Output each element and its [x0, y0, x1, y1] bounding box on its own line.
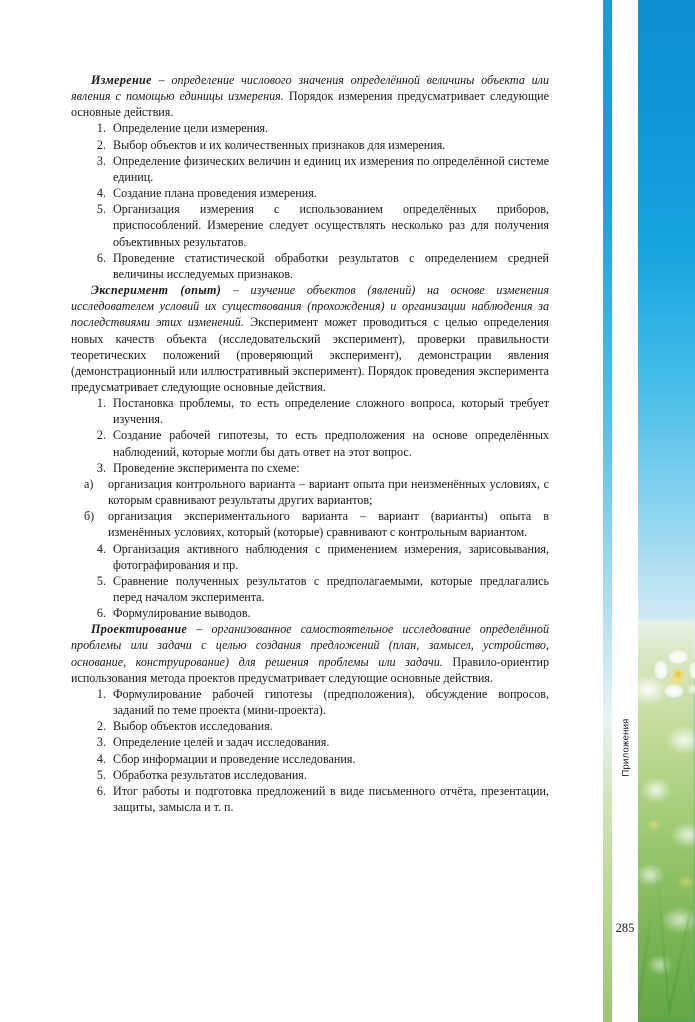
- section-title-vertical: Приложения: [620, 718, 632, 777]
- list-item: [88, 185, 549, 201]
- dash-design: –: [187, 622, 212, 637]
- list-item-number: 4.: [96, 186, 106, 201]
- list-item-text: Выбор объектов и их количественных признаков для измерения.: [113, 137, 446, 152]
- list-item-number: 5.: [96, 573, 106, 588]
- list-item: [88, 573, 549, 605]
- list-item: [88, 751, 549, 767]
- definition-measurement: определение числового значения определённой величины объекта или явления с помощью единицы измерения.: [71, 73, 550, 104]
- list-item: [88, 137, 549, 153]
- list-item-number: 3.: [96, 460, 106, 475]
- tail-measurement: Порядок измерения предусматривает следующие основные действия.: [71, 89, 549, 120]
- list-item-text: Формулирование рабочей гипотезы (предположения), обсуждение вопросов, заданий по теме проекта (мини-проекта).: [113, 686, 549, 718]
- list-item: [84, 476, 549, 508]
- side-photo-meadow: [636, 0, 695, 1022]
- list-item: [88, 250, 549, 282]
- list-item-number: 3.: [96, 153, 106, 168]
- list-item-text: Проведение эксперимента по схеме:: [113, 460, 300, 475]
- steps-list-experiment-a: [71, 395, 549, 476]
- list-item-number: 4.: [96, 751, 106, 766]
- list-item-text: Проведение статистической обработки результатов с определением средней величины исследуемых признаков.: [113, 250, 549, 281]
- accent-rule-top: [603, 0, 612, 430]
- list-item: [88, 120, 549, 136]
- list-item-number: 1.: [96, 121, 106, 136]
- list-item-text: Выбор объектов исследования.: [113, 719, 273, 734]
- list-item-number: 5.: [96, 202, 106, 217]
- list-item-text: организация экспериментального варианта – вариант (варианты) опыта в изменённых условиях, который (которые) сравнивают с контрольным вариантом.: [108, 509, 549, 540]
- term-measurement: Измерение: [91, 73, 152, 87]
- list-item-number: 2.: [96, 428, 106, 443]
- list-item-text: Определение цели измерения.: [113, 121, 269, 136]
- page-number: 285: [615, 921, 635, 935]
- term-experiment: Эксперимент (опыт): [91, 283, 222, 298]
- tail-experiment: Эксперимент может проводиться с целью определения новых качеств объекта (исследовательский эксперимент), проверки правильности теоретических положений (проверяющий эксперимент), демонстрации явления (демонстрационный или иллюстративный эксперимент). Порядок проведения эксперимента предусматривает следующие основные действия.: [71, 315, 549, 394]
- list-item: [88, 541, 549, 573]
- list-item-text: Организация измерения с использованием определённых приборов, приспособлений. Измерение следует осуществлять несколько раз для получения объективных результатов.: [113, 202, 549, 249]
- list-item: [88, 395, 549, 427]
- definition-experiment: изучение объектов (явлений) на основе изменения исследователем условий их существования (прохождения) и организации наблюдения за последствиями этих изменений.: [71, 283, 550, 330]
- steps-list-measurement: [71, 120, 549, 282]
- list-item-number: 2.: [96, 719, 106, 734]
- list-item: [88, 686, 549, 718]
- list-item-text: Определение физических величин и единиц их измерения по определённой системе единиц.: [113, 153, 549, 184]
- accent-rule-bottom: [603, 720, 612, 1022]
- list-item-number: 4.: [96, 541, 106, 556]
- accent-rule: [603, 0, 612, 1022]
- dash-experiment: –: [221, 283, 251, 298]
- dash-measurement: –: [151, 73, 172, 87]
- definition-paragraph-design: [71, 621, 549, 686]
- list-item-text: Определение целей и задач исследования.: [113, 735, 330, 750]
- list-item-text: организация контрольного варианта – вариант опыта при неизменённых условиях, с которым сравнивают результаты других вариантов;: [108, 476, 549, 508]
- list-item: [88, 153, 549, 185]
- list-item: [88, 201, 549, 249]
- list-item-text: Постановка проблемы, то есть определение сложного вопроса, который требует изучения.: [113, 396, 549, 427]
- list-item-text: Создание рабочей гипотезы, то есть предположения на основе определённых наблюдений, которые могли бы дать ответ на этот вопрос.: [113, 428, 549, 459]
- text-column: [71, 72, 549, 815]
- side-label-panel: [612, 0, 638, 1022]
- list-item-number: б): [84, 509, 95, 524]
- tail-design: Правило-ориентир использования метода проектов предусматривает следующие основные действия.: [71, 654, 549, 685]
- list-item-text: Формулирование выводов.: [113, 606, 251, 621]
- list-item-number: 1.: [96, 686, 106, 701]
- steps-list-design: [71, 686, 549, 815]
- list-item: [88, 718, 549, 734]
- list-item-text: Создание плана проведения измерения.: [113, 186, 317, 201]
- definition-paragraph-experiment: [71, 282, 549, 395]
- list-item: [88, 767, 549, 783]
- list-item: [88, 734, 549, 750]
- list-item-number: 3.: [96, 735, 106, 750]
- sky-gradient: [636, 0, 695, 660]
- list-item: [84, 508, 549, 540]
- side-decoration-band: [600, 0, 695, 1022]
- substeps-list-experiment: [71, 476, 549, 541]
- list-item: [88, 427, 549, 459]
- accent-rule-mid: [603, 430, 612, 720]
- list-item-number: 6.: [96, 606, 106, 621]
- daffodil-flower: [652, 648, 695, 700]
- definition-design: организованное самостоятельное исследование определённой проблемы или задачи с целью создания предложений (план, замысел, устройство, основание, конструирование) для решения проблемы или задачи.: [71, 622, 550, 669]
- list-item-text: Сбор информации и проведение исследования.: [113, 751, 356, 766]
- list-item-number: а): [84, 476, 94, 491]
- list-item-number: 6.: [96, 250, 106, 265]
- list-item: [88, 605, 549, 621]
- list-item-number: 6.: [96, 783, 106, 798]
- term-design: Проектирование: [91, 622, 188, 637]
- list-item-number: 1.: [96, 396, 106, 411]
- list-item-number: 5.: [96, 767, 106, 782]
- list-item-number: 2.: [96, 137, 106, 152]
- list-item-text: Сравнение полученных результатов с предполагаемыми, которые предлагались перед началом эксперимента.: [113, 573, 549, 604]
- list-item-text: Организация активного наблюдения с применением измерения, зарисовывания, фотографирования и пр.: [113, 541, 549, 572]
- list-item: [88, 460, 549, 476]
- list-item-text: Обработка результатов исследования.: [113, 767, 307, 782]
- steps-list-experiment-b: [71, 541, 549, 622]
- list-item-text: Итог работы и подготовка предложений в виде письменного отчёта, презентации, защиты, замысла и т. п.: [113, 783, 549, 815]
- list-item: [88, 783, 549, 815]
- definition-paragraph-measurement: [71, 72, 549, 120]
